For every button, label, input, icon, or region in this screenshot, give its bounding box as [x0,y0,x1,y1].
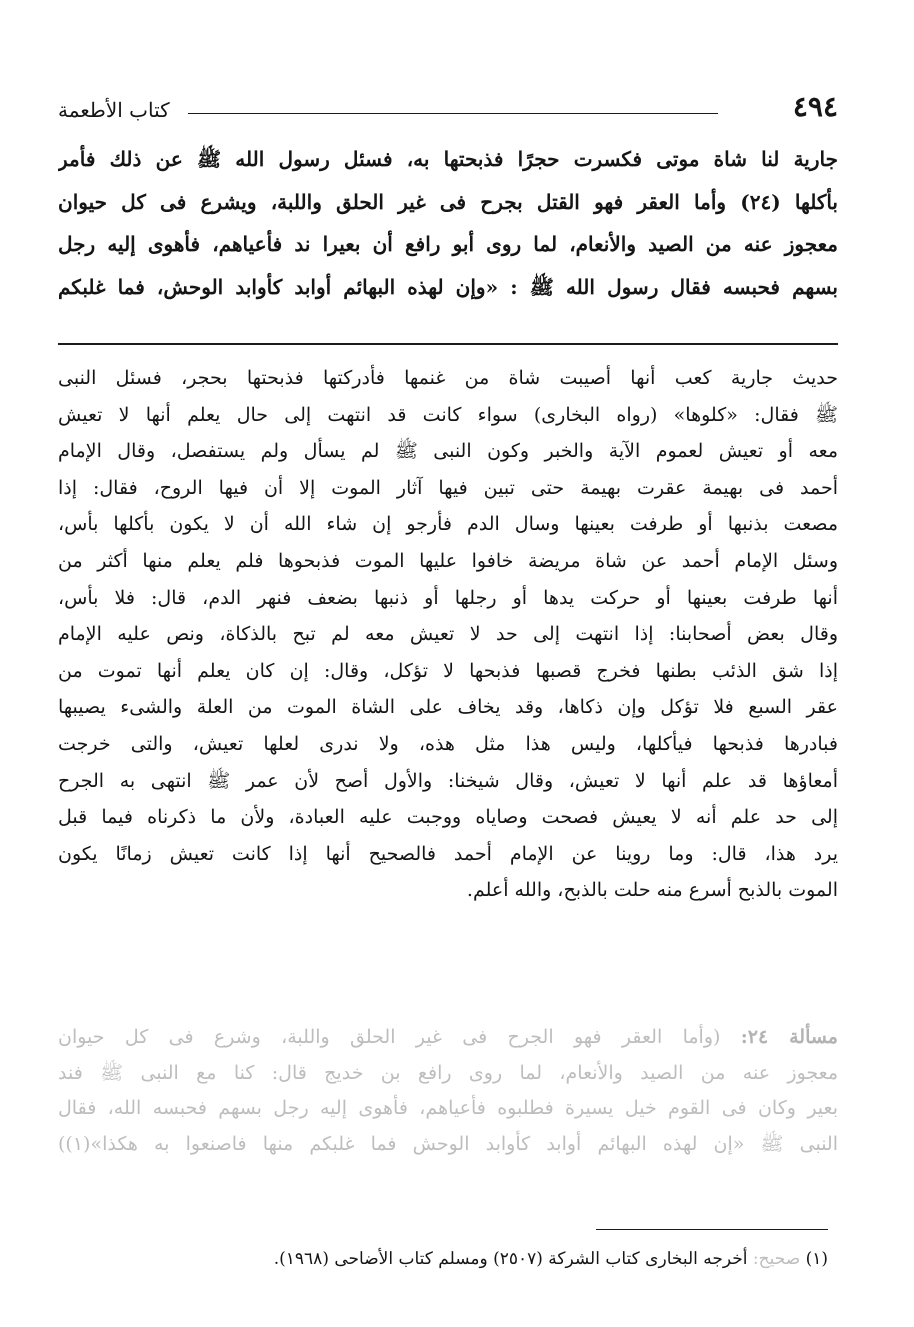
commentary-line: حديث جارية كعب أنها أصيبت شاة من غنمها فأدركتها فذبحتها بحجر، فسئل النبى [58,367,838,389]
commentary-line: أنها طرفت بعينها أو حركت يدها أو رجلها أو ذنبها بضعف فنهر الدم، قال: فلا بأس، [58,586,838,609]
footnote-faded-word: صحيح: [752,1249,801,1269]
main-text [58,138,838,308]
masala-line: بعير وكان فى القوم خيل يسيرة فطلبوه فأعياهم، فأهوى إليه رجل بسهم فحبسه الله، فقال [58,1097,838,1119]
main-text-line: معجوز عنه من الصيد والأنعام، لما روى أبو رافع أن بعيرا ند فأعياهم، فأهوى إليه رجل [58,232,838,256]
commentary-line: مصعت بذنبها أو طرفت بعينها وسال الدم فأرجو إن شاء الله أن لا يكون بأكلها بأس، [58,513,838,536]
footnote [274,1246,828,1272]
commentary-line: إذا شق الذئب بطنها فخرج قصبها فذبحها لا تؤكل، وقال: إن كان يعلم أنها تموت من [58,659,838,682]
commentary-line: أحمد فى بهيمة عقرت بهيمة حتى تبين فيها آثار الموت إلا أن فيها الروح، فقال: إذا [58,476,838,499]
book-page [58,88,838,1308]
commentary-text [58,360,838,909]
commentary-line: إلى حد علم أنه لا يعيش فصحت وصاياه ووجبت عليه العبادة، ولأن ما ذكرناه فيما قبل [58,806,838,829]
masala-line: النبى ﷺ «إن لهذه البهائم أوابد كأوابد الوحش فما غلبكم منها فاصنعوا به هكذا»(١)) [58,1132,838,1155]
main-text-line: جارية لنا شاة موتى فكسرت حجرًا فذبحتها به، فسئل رسول الله ﷺ عن ذلك فأمر [58,147,838,171]
commentary-line: يرد هذا، قال: وما روينا عن الإمام أحمد فالصحيح أنها إذا كانت تعيش زمانًا يكون [58,842,838,865]
footnote-text: أخرجه البخارى كتاب الشركة (٢٥٠٧) ومسلم كتاب الأضاحى (١٩٦٨). [273,1249,748,1269]
footnote-marker: (١) [805,1249,828,1269]
commentary-line: معه أو تعيش لعموم الآية والخبر وكون النبى ﷺ لم يسأل ولم يستفصل، وقال الإمام [58,440,838,463]
running-title: كتاب الأطعمة [58,98,170,122]
section-divider [58,343,838,345]
masala-line-text: (وأما العقر فهو الجرح فى غير الحلق واللبة، وشرع فى كل حيوان [58,1026,721,1048]
commentary-line: أمعاؤها قد علم أنها لا تعيش، وقال شيخنا: والأول أصح لأن عمر ﷺ انتهى به الجرح [58,769,838,792]
commentary-line: الموت بالذبح أسرع منه حلت بالذبح، والله أعلم. [466,879,838,902]
main-text-line: بأكلها (٢٤) وأما العقر فهو القتل بجرح فى غير الحلق واللبة، ويشرع فى كل حيوان [58,189,838,214]
masala-line [58,1020,838,1056]
commentary-line: وسئل الإمام أحمد عن شاة مريضة خافوا عليها الموت فذبحوها فلم يعلم منها أكثر من [58,549,838,572]
commentary-line: ﷺ فقال: «كلوها» (رواه البخارى) سواء كانت قد انتهت إلى حال يعلم أنها لا تعيش [58,403,838,426]
header-rule [188,113,718,114]
page-number: ٤٩٤ [792,90,838,123]
commentary-line: عقر السبع فلا تؤكل وإن ذكاها، وقد يخاف على الشاة الموت من العلة والشىء يصيبها [58,696,838,719]
main-text-line: بسهم فحبسه فقال رسول الله ﷺ : «وإن لهذه البهائم أوابد كأوابد الوحش، فما غلبكم [58,274,838,299]
masala-label: مسألة ٢٤: [740,1026,838,1048]
masala-line: معجوز عنه من الصيد والأنعام، لما روى رافع بن خديج قال: كنا مع النبى ﷺ فند [58,1061,838,1084]
running-header [58,88,838,132]
footnote-rule [596,1229,828,1230]
masala-paragraph [58,1020,838,1162]
commentary-line: فبادرها فذبحها فيأكلها، وليس هذا مثل هذه، ولا ندرى لعلها تعيش، والتى خرجت [58,732,838,755]
commentary-line: وقال بعض أصحابنا: إذا انتهت إلى حد لا تعيش معه لم تبح بالذكاة، ونص عليه الإمام [58,623,838,646]
